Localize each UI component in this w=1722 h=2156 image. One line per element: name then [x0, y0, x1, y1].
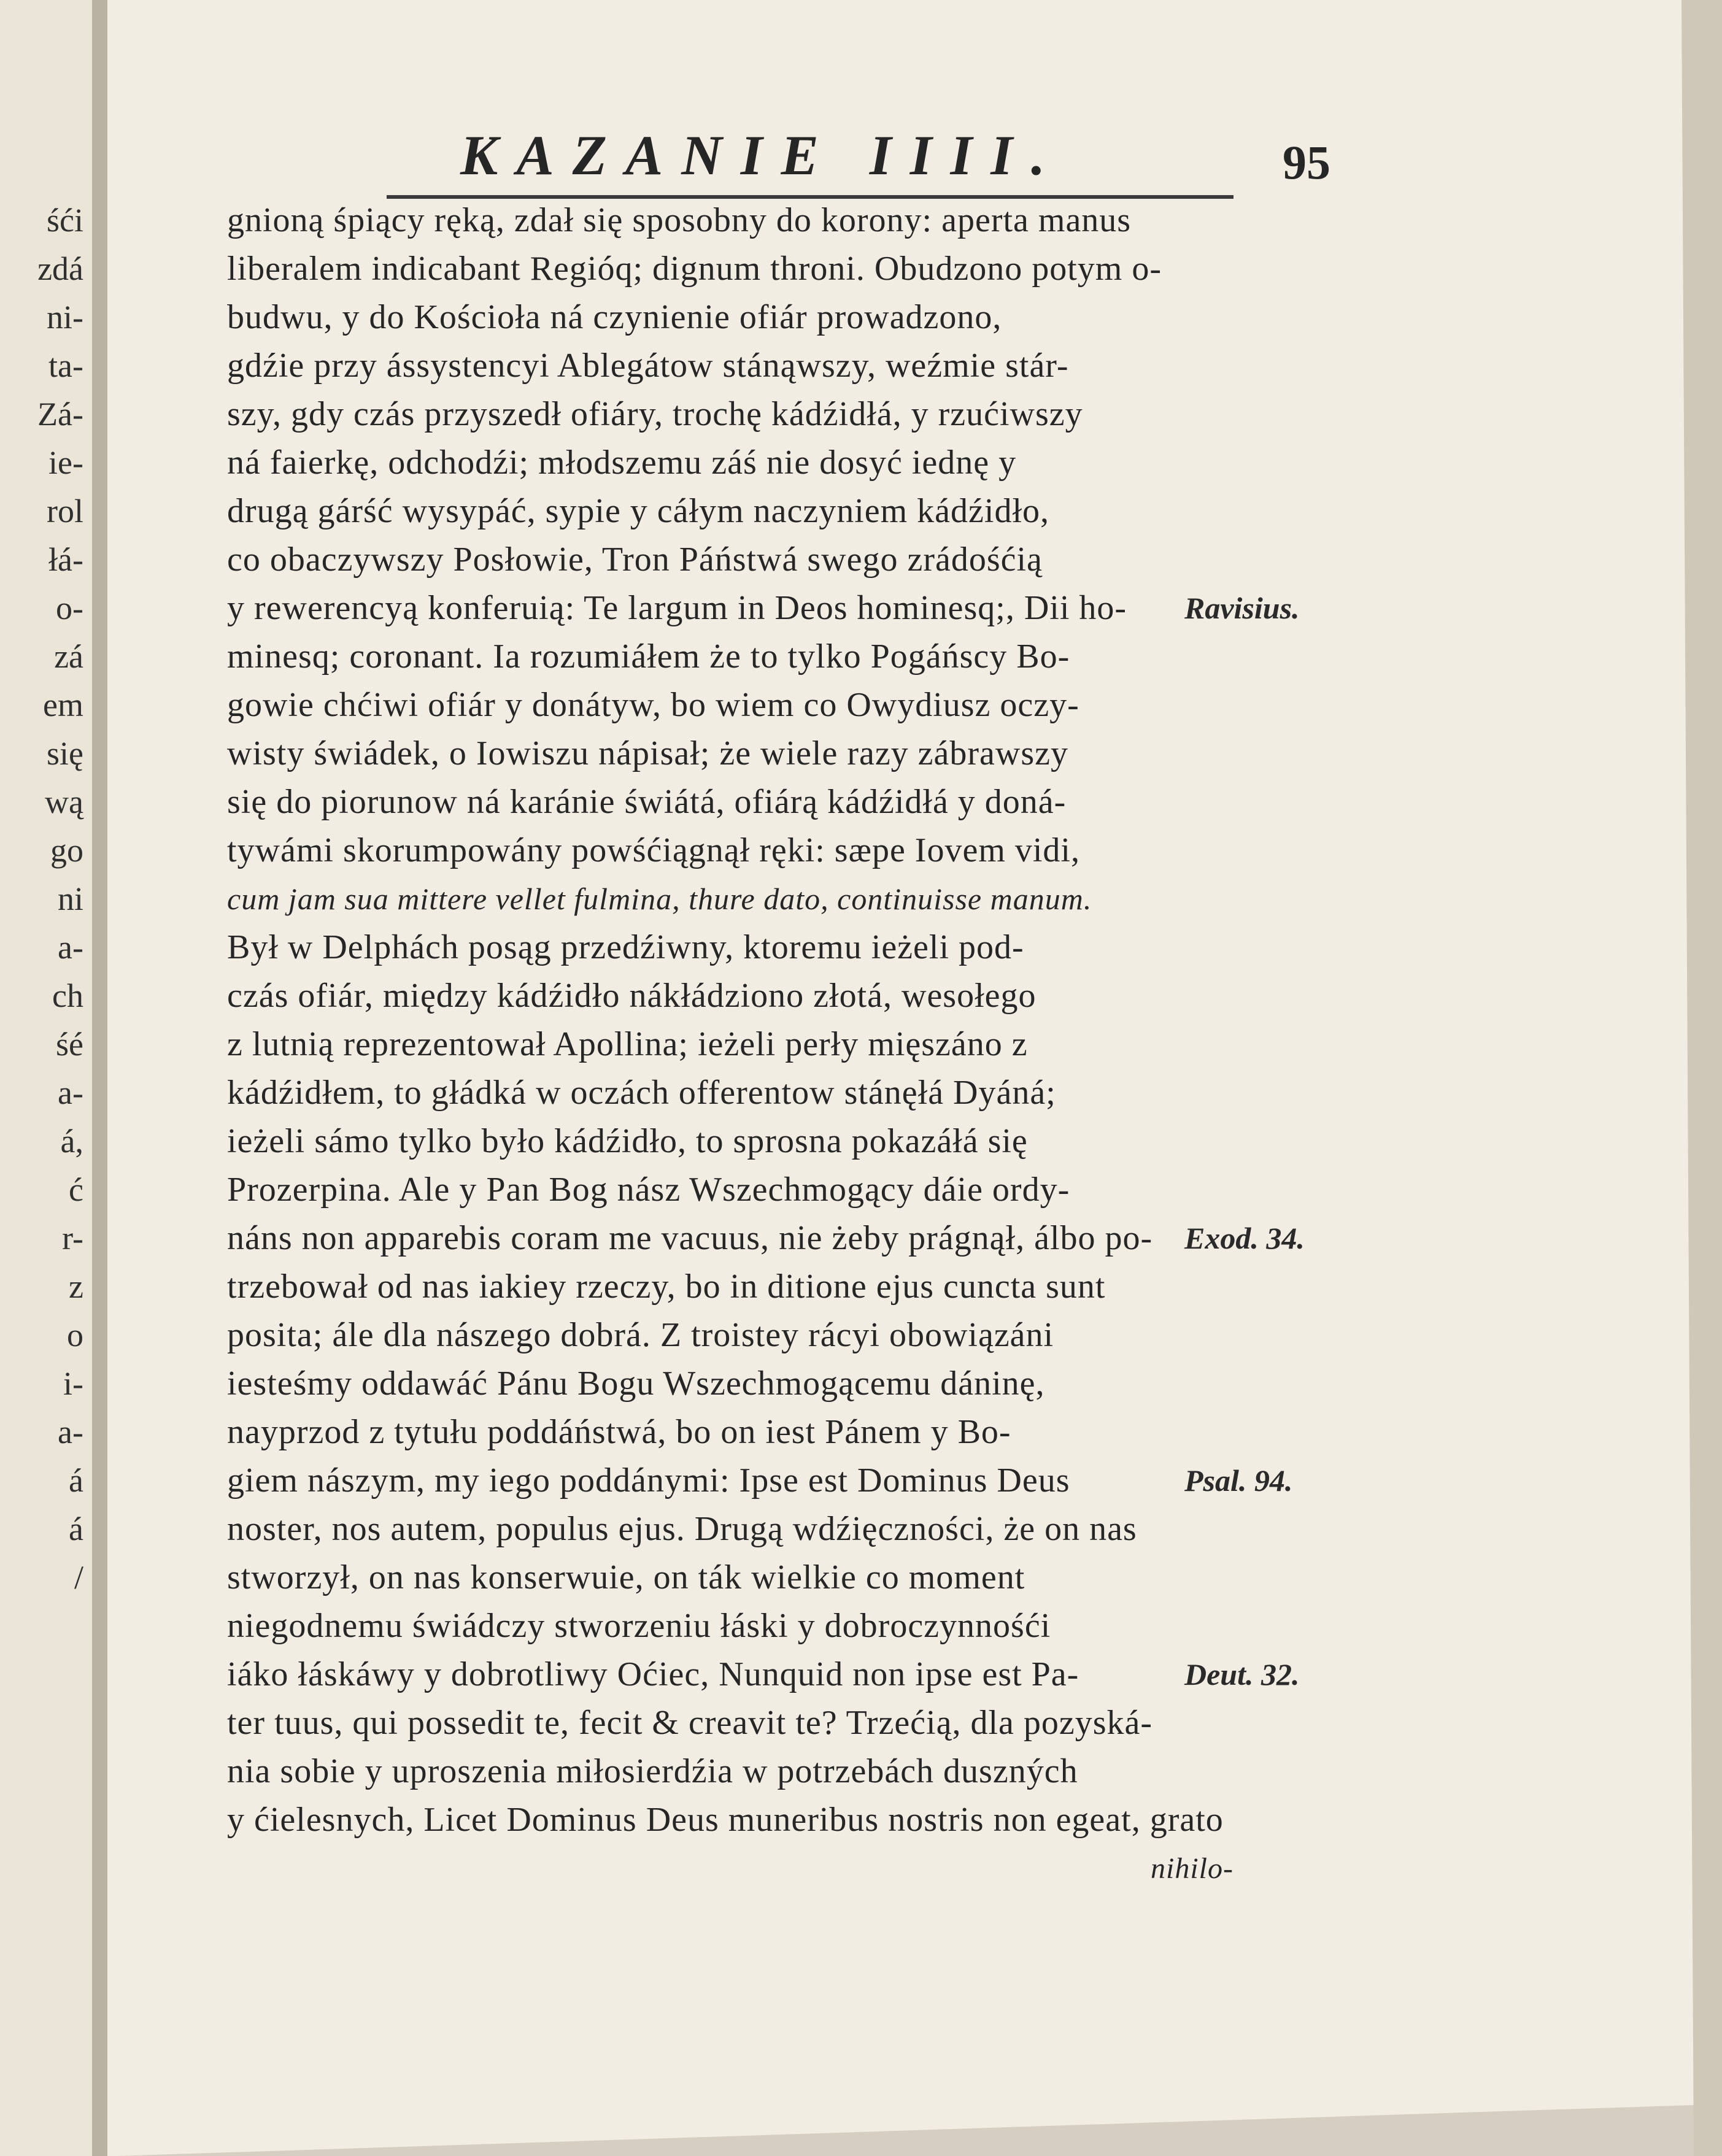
text-line: ná faierkę, odchodźi; młodszemu záś nie dosyć iednę y: [227, 444, 1017, 482]
text-line: ieżeli sámo tylko było kádźidło, to sprosna pokazáłá się: [227, 1122, 1028, 1160]
text-line: tywámi skorumpowány powśćiągnął ręki: sæpe Iovem vidi,: [227, 831, 1080, 869]
verso-fragment: wą: [45, 783, 83, 820]
text-line: co obaczywszy Posłowie, Tron Páństwá swego zrádośćią: [227, 541, 1043, 579]
verso-fragment: a-: [58, 1074, 83, 1111]
text-line: noster, nos autem, populus ejus. Drugą wdźięczności, że on nas: [227, 1510, 1137, 1548]
verso-fragment: Zá-: [37, 396, 83, 433]
text-line: stworzył, on nas konserwuie, on ták wielkie co moment: [227, 1558, 1025, 1596]
text-line: y ćielesnych, Licet Dominus Deus muneribus nostris non egeat, grato: [227, 1801, 1224, 1839]
text-line: nia sobie y uproszenia miłosierdźia w potrzebách duszných: [227, 1752, 1078, 1790]
verso-fragment: ć: [69, 1171, 83, 1208]
text-line: nayprzod z tytułu poddáństwá, bo on iest Pánem y Bo-: [227, 1413, 1011, 1451]
verso-fragment: śći: [47, 202, 83, 239]
margin-note: Psal. 94.: [1184, 1463, 1293, 1498]
verso-fragment: ni-: [47, 299, 83, 336]
verso-fragment: o-: [56, 590, 83, 626]
text-line: ter tuus, qui possedit te, fecit & creavit te? Trzećią, dla pozyská-: [227, 1704, 1153, 1742]
text-line: gowie chćiwi ofiár y donátyw, bo wiem co Owydiusz oczy-: [227, 686, 1079, 724]
verso-fragment: a-: [58, 1414, 83, 1450]
verso-fragment: się: [47, 735, 83, 772]
text-line: szy, gdy czás przyszedł ofiáry, trochę kádźidłá, y rzućiwszy: [227, 395, 1083, 433]
text-line: niegodnemu świádczy stworzeniu łáski y dobroczynnośći: [227, 1607, 1051, 1645]
text-line: minesq; coronant. Ia rozumiáłem że to tylko Pogáńscy Bo-: [227, 637, 1070, 676]
text-line: cum jam sua mittere vellet fulmina, thure dato, continuisse manum.: [227, 882, 1092, 916]
verso-fragment: ie-: [48, 444, 83, 481]
text-line: liberalem indicabant Regióq; dignum throni. Obudzono potym o-: [227, 250, 1162, 288]
verso-fragment: śé: [56, 1026, 83, 1063]
text-line: iesteśmy oddawáć Pánu Bogu Wszechmogącemu dáninę,: [227, 1365, 1045, 1403]
text-line: y rewerencyą konferuią: Te largum in Deos hominesq;, Dii ho-: [227, 589, 1127, 627]
text-line: Prozerpina. Ale y Pan Bog nász Wszechmogący dáie ordy-: [227, 1171, 1070, 1209]
verso-fragment: ni: [57, 880, 83, 917]
verso-fragment: zá: [54, 638, 83, 675]
verso-fragment: i-: [63, 1365, 83, 1402]
running-head: KAZANIE IIII.: [460, 124, 1064, 187]
text-line: się do piorunow ná karánie świátá, ofiárą kádźidłá y doná-: [227, 783, 1067, 821]
catchword: nihilo-: [1151, 1852, 1234, 1885]
recto-page: [104, 0, 1722, 2156]
text-line: z lutnią reprezentował Apollina; ieżeli perły mięszáno z: [227, 1025, 1028, 1063]
text-line: wisty świádek, o Iowiszu nápisał; że wiele razy zábrawszy: [227, 734, 1068, 772]
sermon-body: [227, 196, 1258, 1893]
text-line: náns non apparebis coram me vacuus, nie żeby prágnął, álbo po-: [227, 1219, 1153, 1257]
verso-fragment: łá-: [48, 541, 83, 578]
text-line: trzebował od nas iakiey rzeczy, bo in ditione ejus cuncta sunt: [227, 1268, 1106, 1306]
verso-fragment: ta-: [48, 347, 83, 384]
verso-fragment: ch: [52, 977, 83, 1014]
text-line: posita; ále dla nászego dobrá. Z troistey rácyi obowiązáni: [227, 1316, 1054, 1354]
verso-fragment: go: [50, 832, 83, 869]
text-line: giem nászym, my iego poddánymi: Ipse est Dominus Deus: [227, 1461, 1070, 1500]
verso-fragment: á: [69, 1462, 83, 1499]
verso-fragment: á,: [60, 1123, 83, 1160]
text-line: drugą gárść wysypáć, sypie y cáłym naczyniem kádźidło,: [227, 492, 1050, 530]
text-line: gnioną śpiący ręką, zdał się sposobny do korony: aperta manus: [227, 201, 1132, 239]
verso-fragment: á: [69, 1511, 83, 1547]
page-number: 95: [1283, 136, 1330, 189]
text-line: czás ofiár, między kádźidło nákłádziono złotá, wesołego: [227, 977, 1037, 1015]
verso-fragment: a-: [58, 929, 83, 966]
text-line: Był w Delphách posąg przedźiwny, ktoremu ieżeli pod-: [227, 928, 1024, 966]
verso-fragment: zdá: [37, 250, 83, 287]
page-header: [362, 117, 1405, 209]
text-line: budwu, y do Kościoła ná czynienie ofiár prowadzono,: [227, 298, 1002, 336]
verso-fragment: em: [43, 687, 83, 723]
text-line: iáko łáskáwy y dobrotliwy Oćiec, Nunquid non ipse est Pa-: [227, 1655, 1079, 1693]
margin-note: Deut. 32.: [1184, 1657, 1300, 1692]
verso-fragment: o: [67, 1317, 83, 1353]
verso-fragment: r-: [62, 1220, 83, 1257]
text-line: kádźidłem, to głádká w oczách offerentow stánęłá Dyáná;: [227, 1074, 1056, 1112]
text-line: gdźie przy ássystencyi Ablegátow stánąwszy, weźmie stár-: [227, 347, 1069, 385]
verso-page-text: [0, 196, 92, 1602]
verso-fragment: rol: [47, 493, 83, 529]
margin-note: Ravisius.: [1184, 591, 1300, 625]
margin-note: Exod. 34.: [1184, 1221, 1305, 1255]
verso-fragment: z: [69, 1268, 83, 1305]
verso-fragment: /: [74, 1559, 83, 1596]
